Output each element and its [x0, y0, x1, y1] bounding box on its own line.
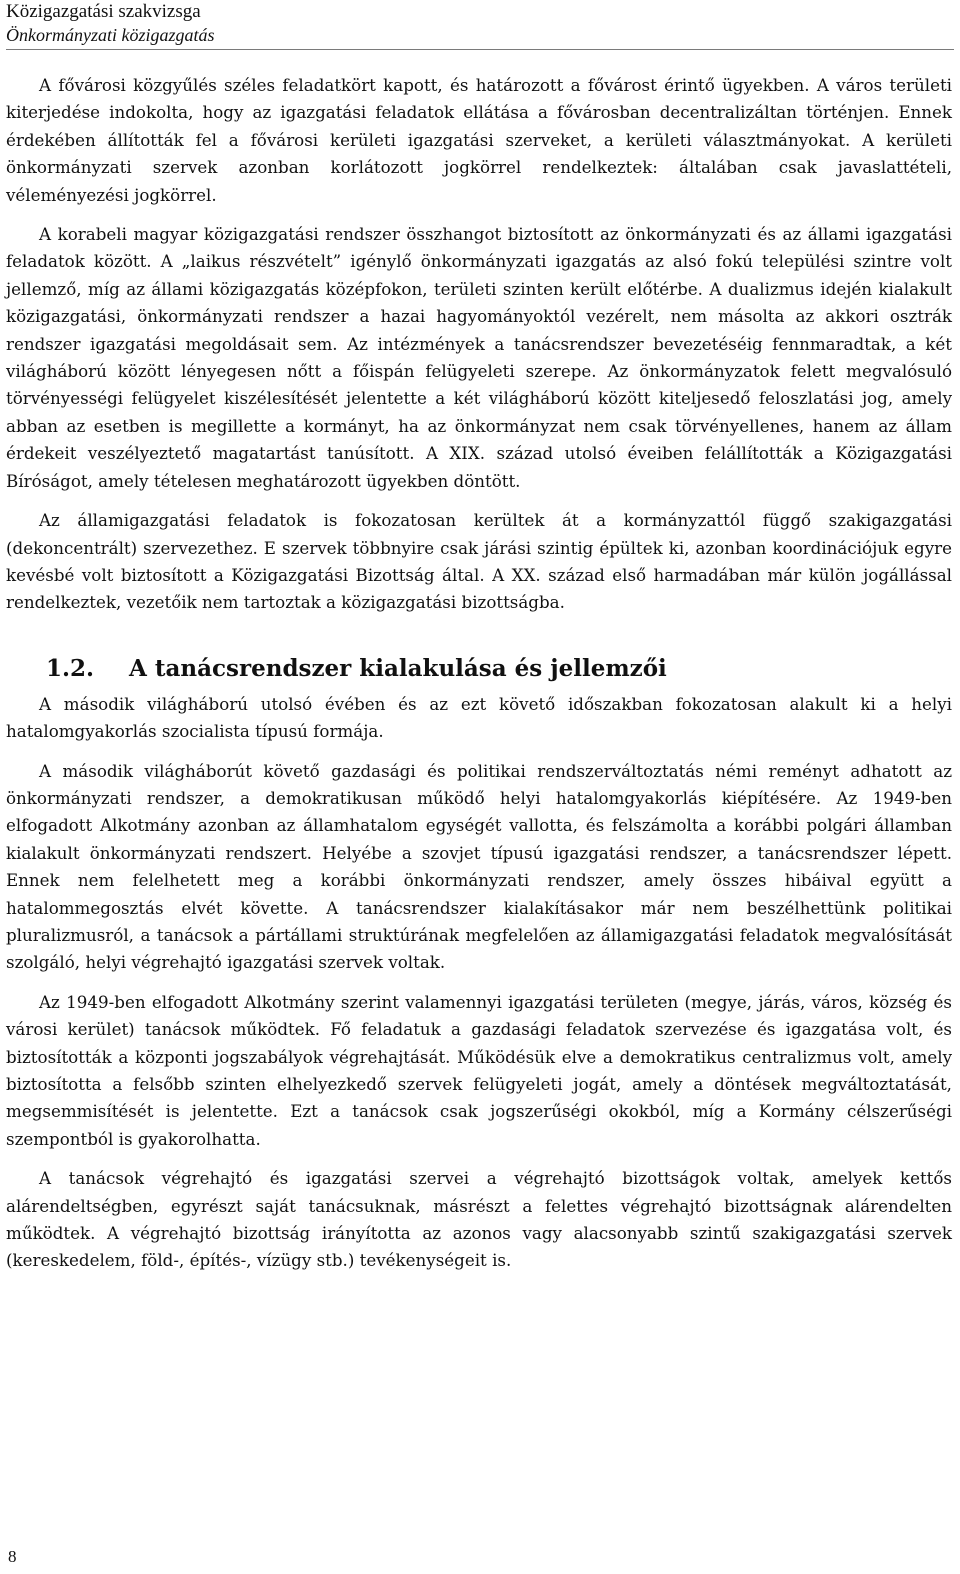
paragraph-post-war-change: A második világháborút követő gazdasági és politikai rendszerváltoztatás némi reményt adhatott az önkormányzati rendszer, a demokratikusan működő helyi hatalomgyakorlás kiépítésére. Az 1949-ben elfogadott Alkotmány azonban az államhatalom egységét vallotta, és felszámolta a korábbi polgári államban kialakult önkormányzati rendszert. Helyébe a szovjet típusú igazgatási rendszer, a tanácsrendszer lépett. Ennek nem felelhetett meg a korábbi önkormányzati rendszer, amely összes hibáival együtt a hatalommegosztás elvét követte. A tanácsrendszer kialakításakor már nem beszélhettünk politikai pluralizmusról, a tanácsok a pártállami struktúrának megfelelően az államigazgatási feladatok megvalósítását szolgáló, helyi végrehajtó igazgatási szervek voltak. [6, 760, 952, 973]
section-title: A tanácsrendszer kialakulása és jellemzői [129, 654, 667, 682]
paragraph-executive-committees: A tanácsok végrehajtó és igazgatási szervei a végrehajtó bizottságok voltak, amelyek kettős alárendeltségben, egyrészt saját tanácsuknak, másrészt a felettes végrehajtó bizottságnak alárendelten működtek. A végrehajtó bizottság irányította az azonos vagy alacsonyabb szintű szakigazgatási szervek (kereskedelem, föld-, építés-, vízügy stb.) tevékenységeit is. [6, 1168, 952, 1271]
paragraph-state-administration: Az államigazgatási feladatok is fokozatosan kerültek át a kormányzattól függő szakigazgatási (dekoncentrált) szervezethez. E szervek többnyire csak járási szintig épültek ki, azonban koordinációjuk egyre kevésbé volt biztosított a Közigazgatási Bizottság által. A XX. század első harmadában már külön jogállással rendelkeztek, vezetőik nem tartoztak a közigazgatási bizottságba. [6, 510, 952, 613]
section-number: 1.2. [46, 654, 95, 682]
section-heading [6, 647, 952, 691]
paragraph-council-origins: A második világháború utolsó évében és az ezt követő időszakban fokozatosan alakult ki a helyi hatalomgyakorlás szocialista típusú formája. [6, 693, 952, 742]
page-header [6, 0, 954, 50]
paragraph-historical-administration: A korabeli magyar közigazgatási rendszer összhangot biztosított az önkormányzati és az állami igazgatási feladatok között. A „laikus részvételt” igénylő önkormányzati igazgatás az alsó fokú települési szintre volt jellemző, míg az állami közigazgatás középfokon, területi szinten került előtérbe. A dualizmus idején kialakult közigazgatási, önkormányzati rendszer a hazai hagyományoktól vezérelt, nem másolta az akkori osztrák rendszer igazgatási megoldásait sem. Az intézmények a tanácsrendszer bevezetéséig fennmaradtak, a két világháború között lényegesen nőtt a főispán felügyeleti szerepe. Az önkormányzatok felett megvalósuló törvényességi felügyelet kiszélesítését jelentette a két világháború között kiteljesedő feloszlatási jog, amely abban az esetben is megillette a kormányt, ha az önkormányzat nem csak törvényellenes, hanem az állam érdekeit veszélyeztető magatartást tanúsított. A XIX. század utolsó éveiben felállították a Közigazgatási Bíróságot, amely tételesen meghatározott ügyekben döntött. [6, 224, 952, 491]
document-title: Közigazgatási szakvizsga [6, 1, 201, 22]
paragraph-budapest-districts: A fővárosi közgyűlés széles feladatkört kapott, és határozott a fővárost érintő ügyekben. A város területi kiterjedése indokolta, hogy az igazgatási feladatok ellátása a fővárosban decentralizáltan történjen. Ennek érdekében állították fel a fővárosi kerületi igazgatási szerveket, a kerületi választmányokat. A kerületi önkormányzati szervek azonban korlátozott jogkörrel rendelkeztek: általában csak javaslattételi, véleményezési jogkörrel. [6, 75, 952, 205]
page-number: 8 [8, 1547, 17, 1566]
document-subtitle: Önkormányzati közigazgatás [6, 25, 215, 45]
page-content [6, 72, 952, 1275]
paragraph-1949-constitution: Az 1949-ben elfogadott Alkotmány szerint valamennyi igazgatási területen (megye, járás, város, község és városi kerület) tanácsok működtek. Fő feladatuk a gazdasági feladatok szervezése és igazgatása volt, és biztosították a központi jogszabályok végrehajtását. Működésük elve a demokratikus centralizmus volt, amely biztosította a felsőbb szinten elhelyezkedő szervek felügyeleti jogát, amely a döntések megváltoztatását, megsemmisítését is jelentette. Ezt a tanácsok csak jogszerűségi okokból, míg a Kormány célszerűségi szempontból is gyakorolhatta. [6, 991, 952, 1149]
